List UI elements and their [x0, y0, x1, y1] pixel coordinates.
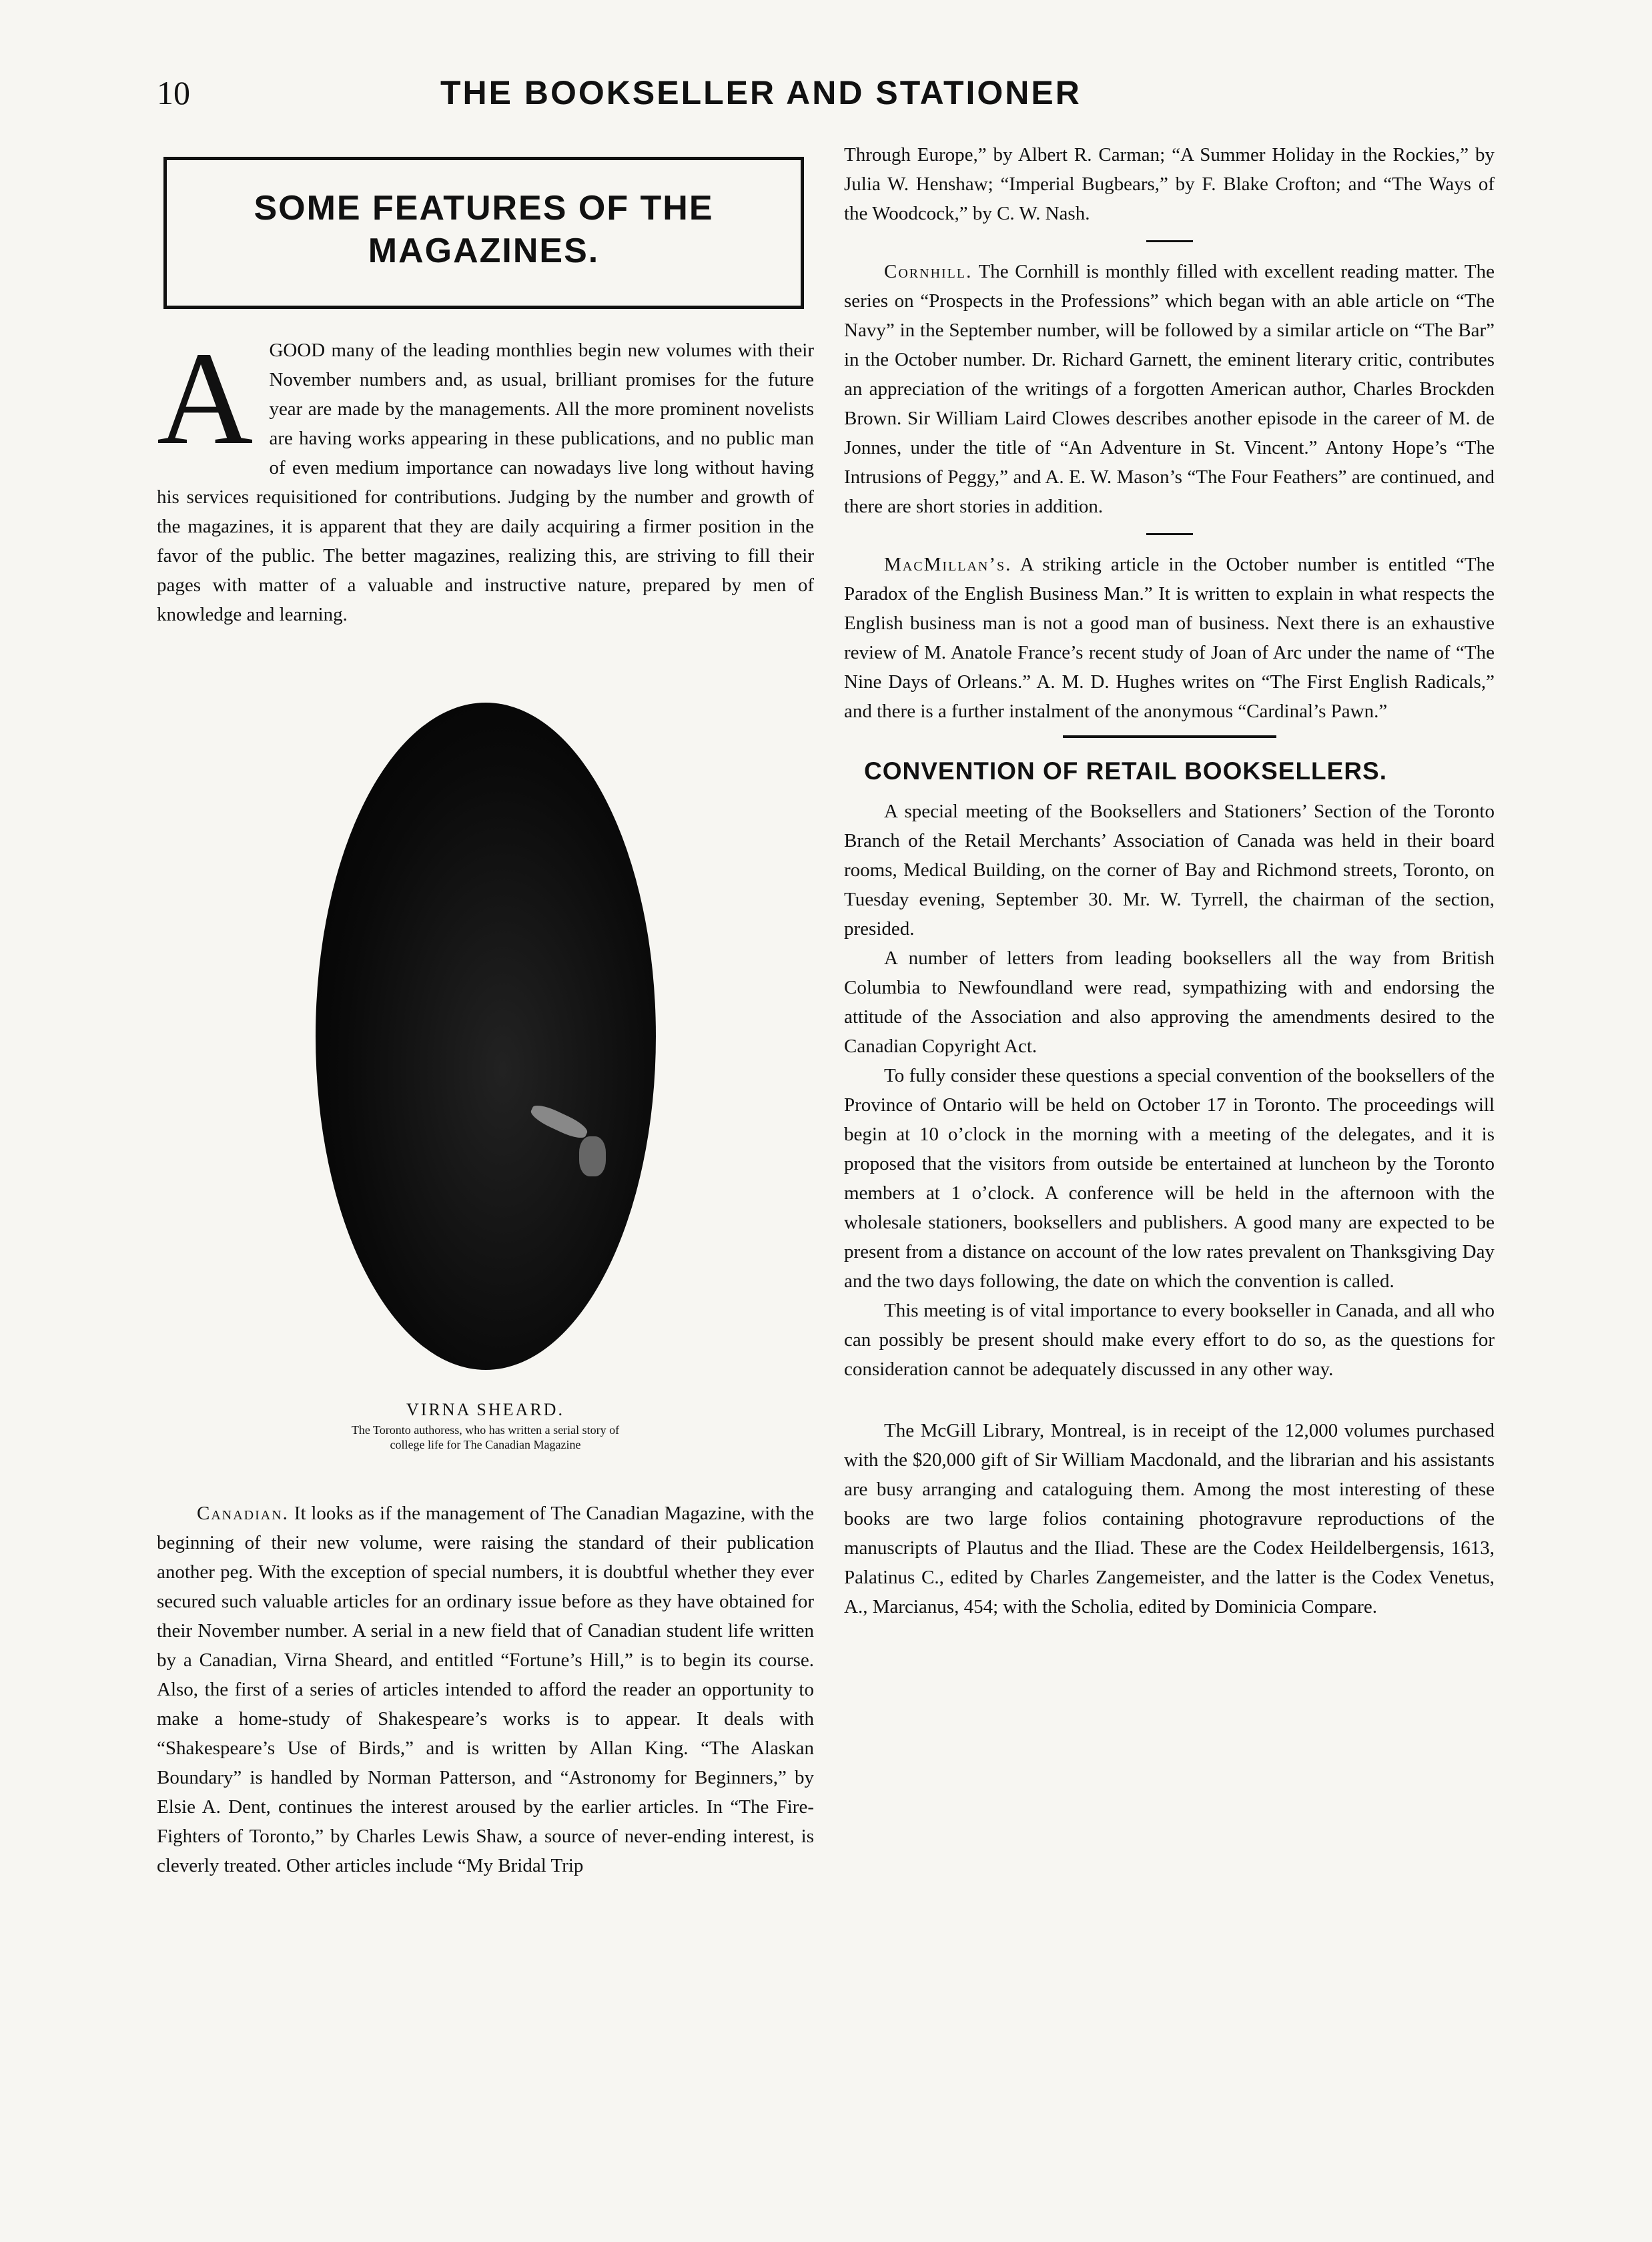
convention-paragraph-3: To fully consider these questions a special convention of the booksellers of the Province of Ontario will be held on October 17 in Toronto. The proceedings will begin at 10 o’clock in the morning with a meeting of the delegates, and it is proposed that the visitors from outside be entertained at luncheon by the Toronto members at 1 o’clock. A conference will be held in the afternoon with the wholesale stationers, booksellers and publishers. A good many are expected to be present from a distance on account of the low rates prevalent on Thanksgiving Day and the two days following, the date on which the convention is called. [844, 1065, 1495, 1292]
section-divider [1146, 240, 1193, 242]
portrait-caption-line-1: The Toronto authoress, who has written a serial story of [351, 1423, 620, 1437]
portrait-caption-description [157, 1423, 814, 1452]
convention-paragraph-1: A special meeting of the Booksellers and Stationers’ Section of the Toronto Branch of the Retail Merchants’ Association of Canada was held in their board rooms, Medical Building, on the corner of Bay and Richmond streets, Toronto, on Tuesday evening, September 30. Mr. W. Tyrrell, the chairman of the section, presided. [844, 801, 1495, 940]
article-title-line-1: SOME FEATURES OF THE [254, 189, 714, 228]
running-title: THE BOOKSELLER AND STATIONER [440, 74, 1082, 111]
canadian-lead: Canadian. [197, 1503, 289, 1524]
article-title-line-2: MAGAZINES. [368, 232, 600, 270]
portrait-caption-name: VIRNA SHEARD. [406, 1400, 564, 1419]
drop-cap: A [157, 325, 254, 472]
page-header [0, 73, 1652, 133]
portrait-caption-line-2: college life for The Canadian Magazine [390, 1438, 581, 1451]
continued-paragraph: Through Europe,” by Albert R. Carman; “A Summer Holiday in the Rockies,” by Julia W. Henshaw; “Imperial Bugbears,” by F. Blake Crofton; and “The Ways of the Woodcock,” by C. W. Nash. [844, 144, 1495, 224]
cornhill-text: The Cornhill is monthly filled with excellent reading matter. The series on “Prospects in the Professions” which began with an able article on “The Navy” in the September number, will be followed by a similar article on “The Bar” in the October number. Dr. Richard Garnett, the eminent literary critic, contributes an appreciation of the writings of a forgotten American author, Charles Brockden Brown. Sir William Laird Clowes describes another episode in the career of M. de Jonnes, under the title of “An Adventure in St. Vincent.” Antony Hope’s “The Intrusions of Peggy,” and A. E. W. Mason’s “The Four Feathers” are continued, and there are short stories in addition. [844, 261, 1495, 517]
convention-paragraph-2: A number of letters from leading booksellers all the way from British Columbia to Newfoundland were read, sympathizing with and endorsing the attitude of the Association and also approving the amendments desired to the Canadian Copyright Act. [844, 948, 1495, 1057]
canadian-text: It looks as if the management of The Canadian Magazine, with the beginning of their new volume, were raising the standard of their publication another peg. With the exception of special numbers, it is doubtful whether they ever secured such valuable articles for an ordinary issue before as they have obtained for their November number. A serial in a new field that of Canadian student life written by a Canadian, Virna Sheard, and entitled “Fortune’s Hill,” is to begin its course. Also, the first of a series of articles intended to afford the reader an opportunity to make a home-study of Shakespeare’s works is to appear. It deals with “Shakespeare’s Use of Birds,” and is written by Allan King. “The Alaskan Boundary” is handled by Norman Patterson, and “Astronomy for Beginners,” by Elsie A. Dent, continues the interest aroused by the earlier articles. In “The Fire-Fighters of Toronto,” by Charles Lewis Shaw, a source of never-ending interest, is cleverly treated. Other articles include “My Bridal Trip [157, 1503, 814, 1876]
intro-text: GOOD many of the leading monthlies begin new volumes with their November numbers and, as usual, brilliant promises for the future year are made by the managements. All the more prominent novelists are having works appearing in these publications, and no public man of even medium importance can nowadays live long without having his services requisitioned for contributions. Judging by the number and growth of the magazines, it is apparent that they are daily acquiring a firmer position in the favor of the public. The better magazines, realizing this, are striving to fill their pages with matter of a valuable and instructive nature, prepared by men of knowledge and learning. [157, 340, 814, 625]
article-title-box [163, 157, 804, 309]
macmillan-lead: MacMillan’s. [884, 554, 1012, 575]
portrait-figure [157, 703, 814, 1452]
convention-heading: CONVENTION OF RETAIL BOOKSELLERS. [864, 757, 1388, 785]
convention-paragraph-4: This meeting is of vital importance to every bookseller in Canada, and all who can possibly be present should make every effort to do so, as the questions for consideration cannot be adequately discussed in any other way. [844, 1300, 1495, 1380]
portrait-image [316, 703, 656, 1370]
intro-paragraph [157, 325, 814, 629]
left-column [157, 157, 814, 1880]
canadian-paragraph [157, 1499, 814, 1880]
cornhill-lead: Cornhill. [884, 261, 973, 282]
right-column [844, 140, 1495, 1621]
macmillan-text: A striking article in the October number is entitled “The Paradox of the English Business Man.” It is written to explain in what respects the English business man is not a good man of business. Next there is an exhaustive review of M. Anatole France’s recent study of Joan of Arc under the name of “The Nine Days of Orleans.” A. M. D. Hughes writes on “The First English Radicals,” and there is a further instalment of the anonymous “Cardinal’s Pawn.” [844, 554, 1495, 722]
macmillan-paragraph [844, 550, 1495, 726]
section-divider [1146, 533, 1193, 535]
section-rule [1063, 735, 1276, 738]
cornhill-paragraph [844, 257, 1495, 521]
page-number: 10 [157, 74, 190, 111]
mcgill-paragraph: The McGill Library, Montreal, is in receipt of the 12,000 volumes purchased with the $20,000 gift of Sir William Macdonald, and the librarian and his assistants are busy arranging and cataloguing them. Among the most interesting of these books are two large folios containing photogravure reproductions of the manuscripts of Plautus and the Iliad. These are the Codex Heildelbergensis, 1613, Palatinus C., edited by Charles Zangemeister, and the latter is the Codex Venetus, A., Marcianus, 454; with the Scholia, edited by Dominicia Compare. [844, 1420, 1495, 1617]
